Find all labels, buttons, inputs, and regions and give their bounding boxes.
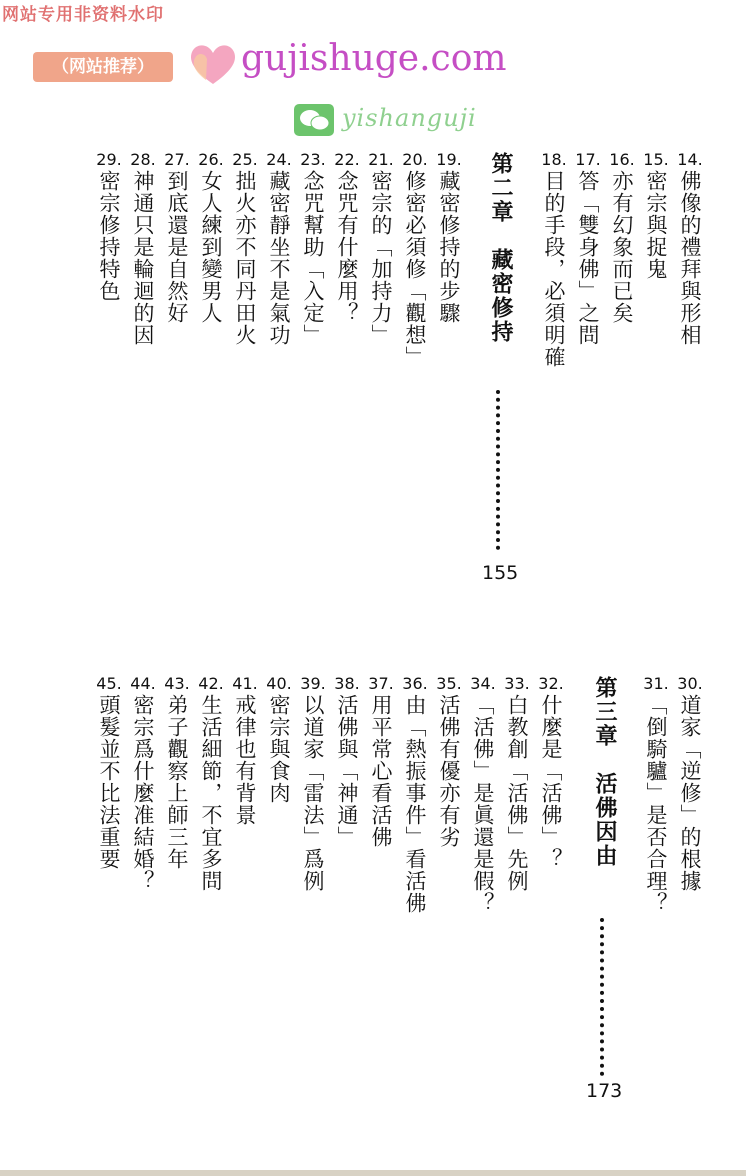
toc-item-26[interactable]: [196, 152, 226, 324]
toc-item-33[interactable]: [502, 676, 532, 892]
toc-item-21[interactable]: [366, 152, 396, 346]
toc-item-31[interactable]: [641, 676, 671, 914]
toc-item-41[interactable]: [230, 676, 260, 826]
toc-item-15[interactable]: [641, 152, 671, 280]
item-title: 活佛有優亦有劣: [437, 694, 461, 848]
item-title: 女人練到變男人: [199, 170, 223, 324]
toc-item-20[interactable]: [400, 152, 430, 368]
item-title: 密宗爲什麼准結婚？: [131, 694, 155, 892]
toc-item-28[interactable]: [128, 152, 158, 346]
item-title: 「倒騎驢」是否合理？: [644, 694, 668, 914]
toc-item-14[interactable]: [675, 152, 705, 346]
toc-item-16[interactable]: [607, 152, 637, 324]
page-edge: [0, 1170, 746, 1176]
toc-item-35[interactable]: [434, 676, 464, 848]
item-number: 18.: [541, 150, 567, 169]
item-title: 由「熱振事件」看活佛: [403, 694, 427, 914]
item-title: 念咒幫助「入定」: [301, 170, 325, 346]
item-number: 44.: [130, 674, 156, 693]
heart-icon: [186, 38, 240, 88]
toc-item-23[interactable]: [298, 152, 328, 346]
toc-item-37[interactable]: [366, 676, 396, 848]
item-title: 神通只是輪迴的因: [131, 170, 155, 346]
toc-item-22[interactable]: [332, 152, 362, 324]
toc-item-45[interactable]: [94, 676, 124, 870]
item-number: 29.: [96, 150, 122, 169]
item-title: 什麼是「活佛」？: [539, 694, 563, 870]
item-title: 以道家「雷法」爲例: [301, 694, 325, 892]
item-number: 45.: [96, 674, 122, 693]
item-title: 生活細節，不宜多問: [199, 694, 223, 892]
item-number: 37.: [368, 674, 394, 693]
item-number: 43.: [164, 674, 190, 693]
toc-item-38[interactable]: [332, 676, 362, 848]
item-title: 到底還是自然好: [165, 170, 189, 324]
item-title: 頭髮並不比法重要: [97, 694, 121, 870]
item-number: 31.: [643, 674, 669, 693]
item-title: 密宗修持特色: [97, 170, 121, 302]
item-title: 戒律也有背景: [233, 694, 257, 826]
toc-item-32[interactable]: [536, 676, 566, 870]
item-title: 密宗的「加持力」: [369, 170, 393, 346]
toc-item-44[interactable]: [128, 676, 158, 892]
item-number: 35.: [436, 674, 462, 693]
item-title: 亦有幻象而已矣: [610, 170, 634, 324]
item-number: 41.: [232, 674, 258, 693]
item-title: 拙火亦不同丹田火: [233, 170, 257, 346]
item-title: 白教創「活佛」先例: [505, 694, 529, 892]
item-number: 40.: [266, 674, 292, 693]
item-number: 22.: [334, 150, 360, 169]
watermark-top: 网站专用非资料水印: [2, 5, 164, 25]
item-title: 道家「逆修」的根據: [678, 694, 702, 892]
toc-item-36[interactable]: [400, 676, 430, 914]
item-number: 17.: [575, 150, 601, 169]
toc-item-25[interactable]: [230, 152, 260, 346]
item-number: 33.: [504, 674, 530, 693]
chapter-2-leader-dots: [496, 390, 508, 550]
toc-item-18[interactable]: [539, 152, 569, 368]
item-number: 34.: [470, 674, 496, 693]
item-number: 27.: [164, 150, 190, 169]
item-title: 修密必須修「觀想」: [403, 170, 427, 368]
item-number: 15.: [643, 150, 669, 169]
item-number: 42.: [198, 674, 224, 693]
item-title: 弟子觀察上師三年: [165, 694, 189, 870]
toc-item-17[interactable]: [573, 152, 603, 346]
toc-item-39[interactable]: [298, 676, 328, 892]
item-title: 密宗與食肉: [267, 694, 291, 804]
item-title: 藏密修持的步驟: [437, 170, 461, 324]
item-number: 19.: [436, 150, 462, 169]
item-number: 36.: [402, 674, 428, 693]
item-title: 目的手段，必須明確: [542, 170, 566, 368]
item-number: 30.: [677, 674, 703, 693]
wechat-icon: [294, 104, 334, 136]
site-url[interactable]: gujishuge.com: [241, 38, 507, 79]
item-number: 32.: [538, 674, 564, 693]
toc-item-29[interactable]: [94, 152, 124, 302]
chapter-3-title[interactable]: 第三章 活佛因由: [592, 676, 617, 868]
toc-item-42[interactable]: [196, 676, 226, 892]
item-title: 佛像的禮拜與形相: [678, 170, 702, 346]
item-number: 26.: [198, 150, 224, 169]
toc-item-27[interactable]: [162, 152, 192, 324]
item-number: 16.: [609, 150, 635, 169]
item-title: 藏密靜坐不是氣功: [267, 170, 291, 346]
item-title: 用平常心看活佛: [369, 694, 393, 848]
toc-item-30[interactable]: [675, 676, 705, 892]
item-number: 14.: [677, 150, 703, 169]
site-recommend-badge: （网站推荐）: [33, 52, 173, 82]
chapter-3-leader-dots: [600, 918, 612, 1076]
item-number: 28.: [130, 150, 156, 169]
chapter-2-page: 155: [482, 562, 519, 584]
toc-item-19[interactable]: [434, 152, 464, 324]
item-number: 38.: [334, 674, 360, 693]
item-title: 活佛與「神通」: [335, 694, 359, 848]
toc-item-43[interactable]: [162, 676, 192, 870]
item-number: 39.: [300, 674, 326, 693]
toc-item-40[interactable]: [264, 676, 294, 804]
item-number: 20.: [402, 150, 428, 169]
item-number: 21.: [368, 150, 394, 169]
item-title: 念咒有什麼用？: [335, 170, 359, 324]
item-number: 23.: [300, 150, 326, 169]
wechat-id: yishanguji: [342, 104, 477, 132]
toc-item-34[interactable]: [468, 676, 498, 914]
toc-item-24[interactable]: [264, 152, 294, 346]
chapter-3-page: 173: [586, 1080, 623, 1102]
chapter-2-title[interactable]: 第二章 藏密修持: [488, 152, 513, 344]
item-title: 答「雙身佛」之問: [576, 170, 600, 346]
item-title: 「活佛」是眞還是假？: [471, 694, 495, 914]
item-title: 密宗與捉鬼: [644, 170, 668, 280]
item-number: 25.: [232, 150, 258, 169]
item-number: 24.: [266, 150, 292, 169]
